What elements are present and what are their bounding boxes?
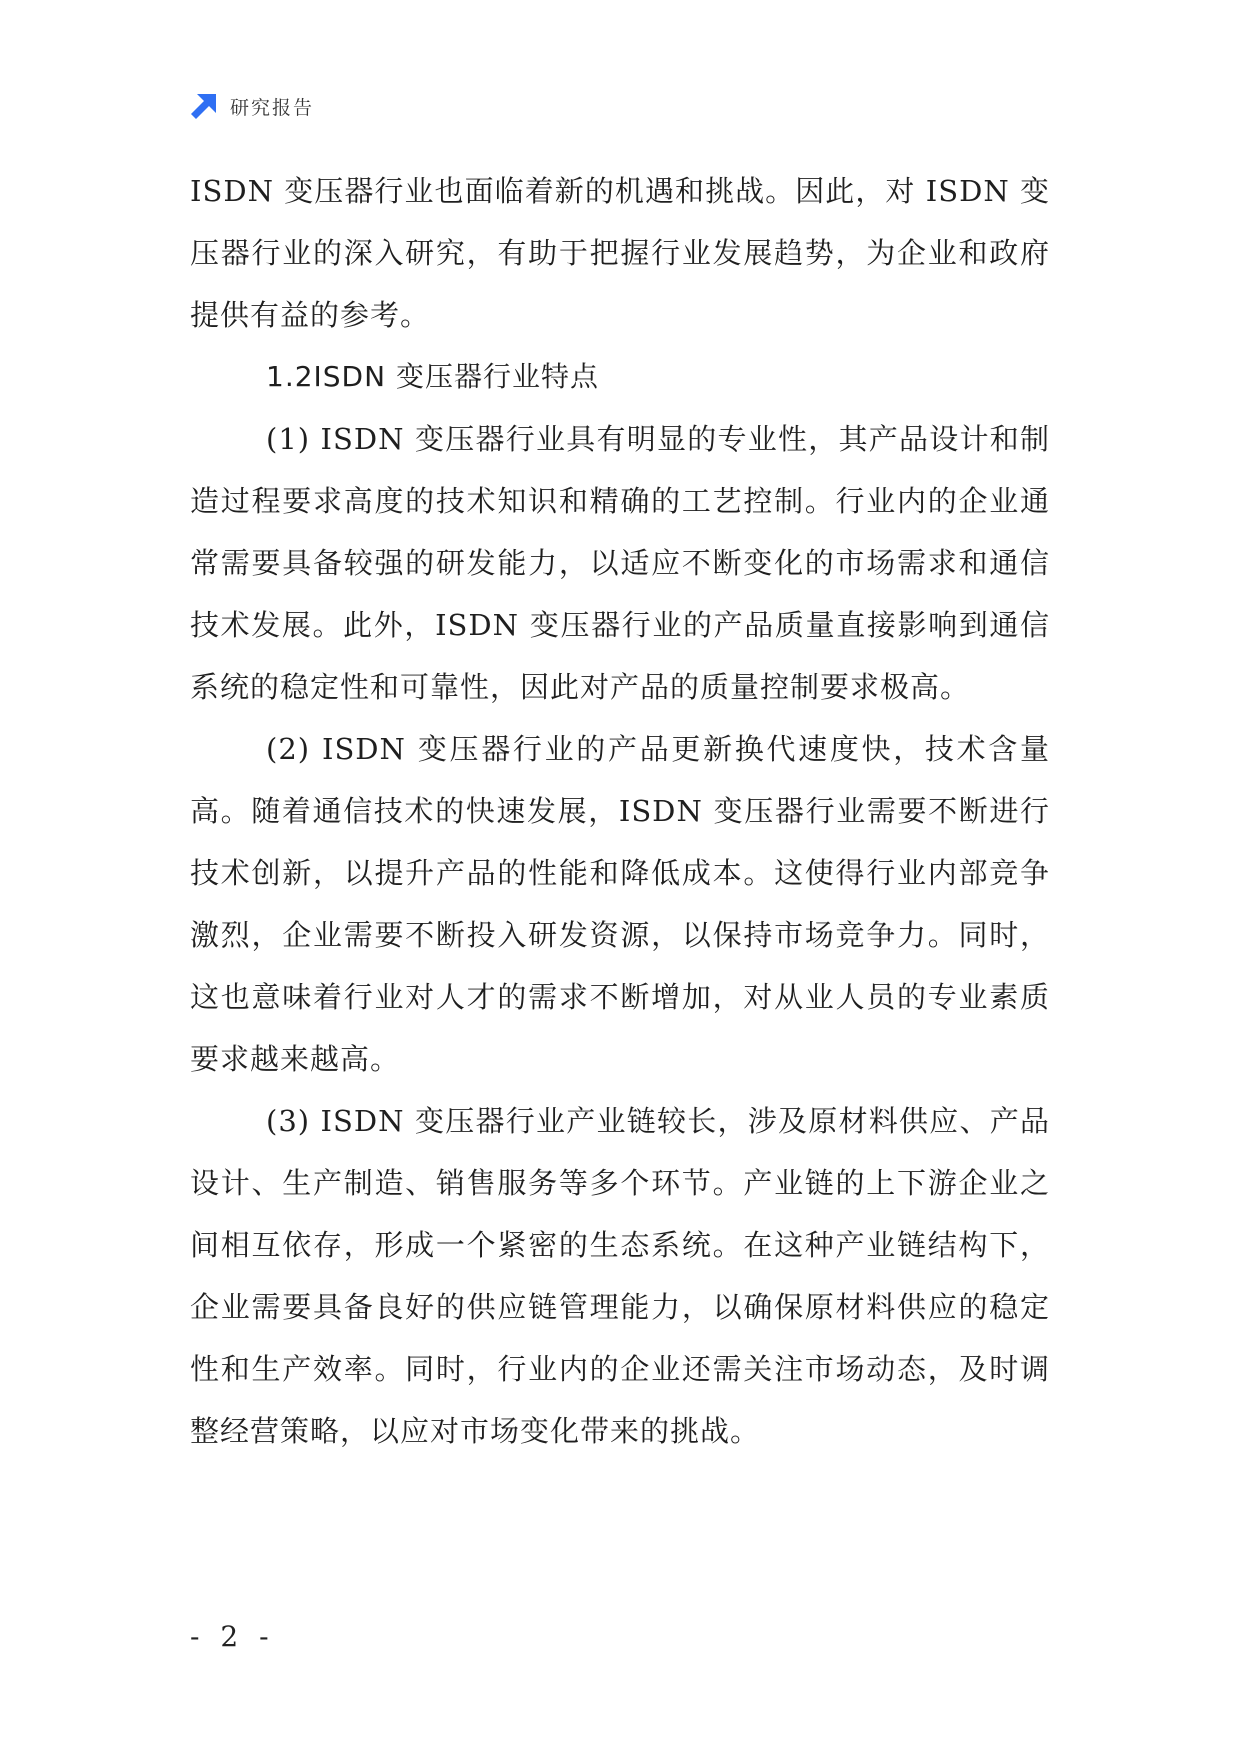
arrow-up-right-logo-icon — [188, 90, 220, 122]
point-1-paragraph: (1) ISDN 变压器行业具有明显的专业性，其产品设计和制造过程要求高度的技术知识和精确的工艺控制。行业内的企业通常需要具备较强的研发能力，以适应不断变化的市场需求和通信技术发展。此外，ISDN 变压器行业的产品质量直接影响到通信系统的稳定性和可靠性，因此对产品的质量控制要求极高。 — [190, 422, 1050, 704]
point-2-paragraph: (2) ISDN 变压器行业的产品更新换代速度快，技术含量高。随着通信技术的快速发展，ISDN 变压器行业需要不断进行技术创新，以提升产品的性能和降低成本。这使得行业内部竞争激烈，企业需要不断投入研发资源，以保持市场竞争力。同时，这也意味着行业对人才的需求不断增加，对从业人员的专业素质要求越来越高。 — [190, 732, 1050, 1076]
intro-paragraph: ISDN 变压器行业也面临着新的机遇和挑战。因此，对 ISDN 变压器行业的深入研究，有助于把握行业发展趋势，为企业和政府提供有益的参考。 — [190, 174, 1050, 332]
page-number: - 2 - — [190, 1620, 275, 1653]
document-body — [190, 160, 1050, 1462]
point-3-paragraph: (3) ISDN 变压器行业产业链较长，涉及原材料供应、产品设计、生产制造、销售服务等多个环节。产业链的上下游企业之间相互依存，形成一个紧密的生态系统。在这种产业链结构下，企业需要具备良好的供应链管理能力，以确保原材料供应的稳定性和生产效率。同时，行业内的企业还需关注市场动态，及时调整经营策略，以应对市场变化带来的挑战。 — [190, 1104, 1050, 1448]
section-heading: 1.2ISDN 变压器行业特点 — [266, 360, 599, 393]
header-title: 研究报告 — [230, 96, 315, 119]
page-header — [188, 88, 314, 124]
